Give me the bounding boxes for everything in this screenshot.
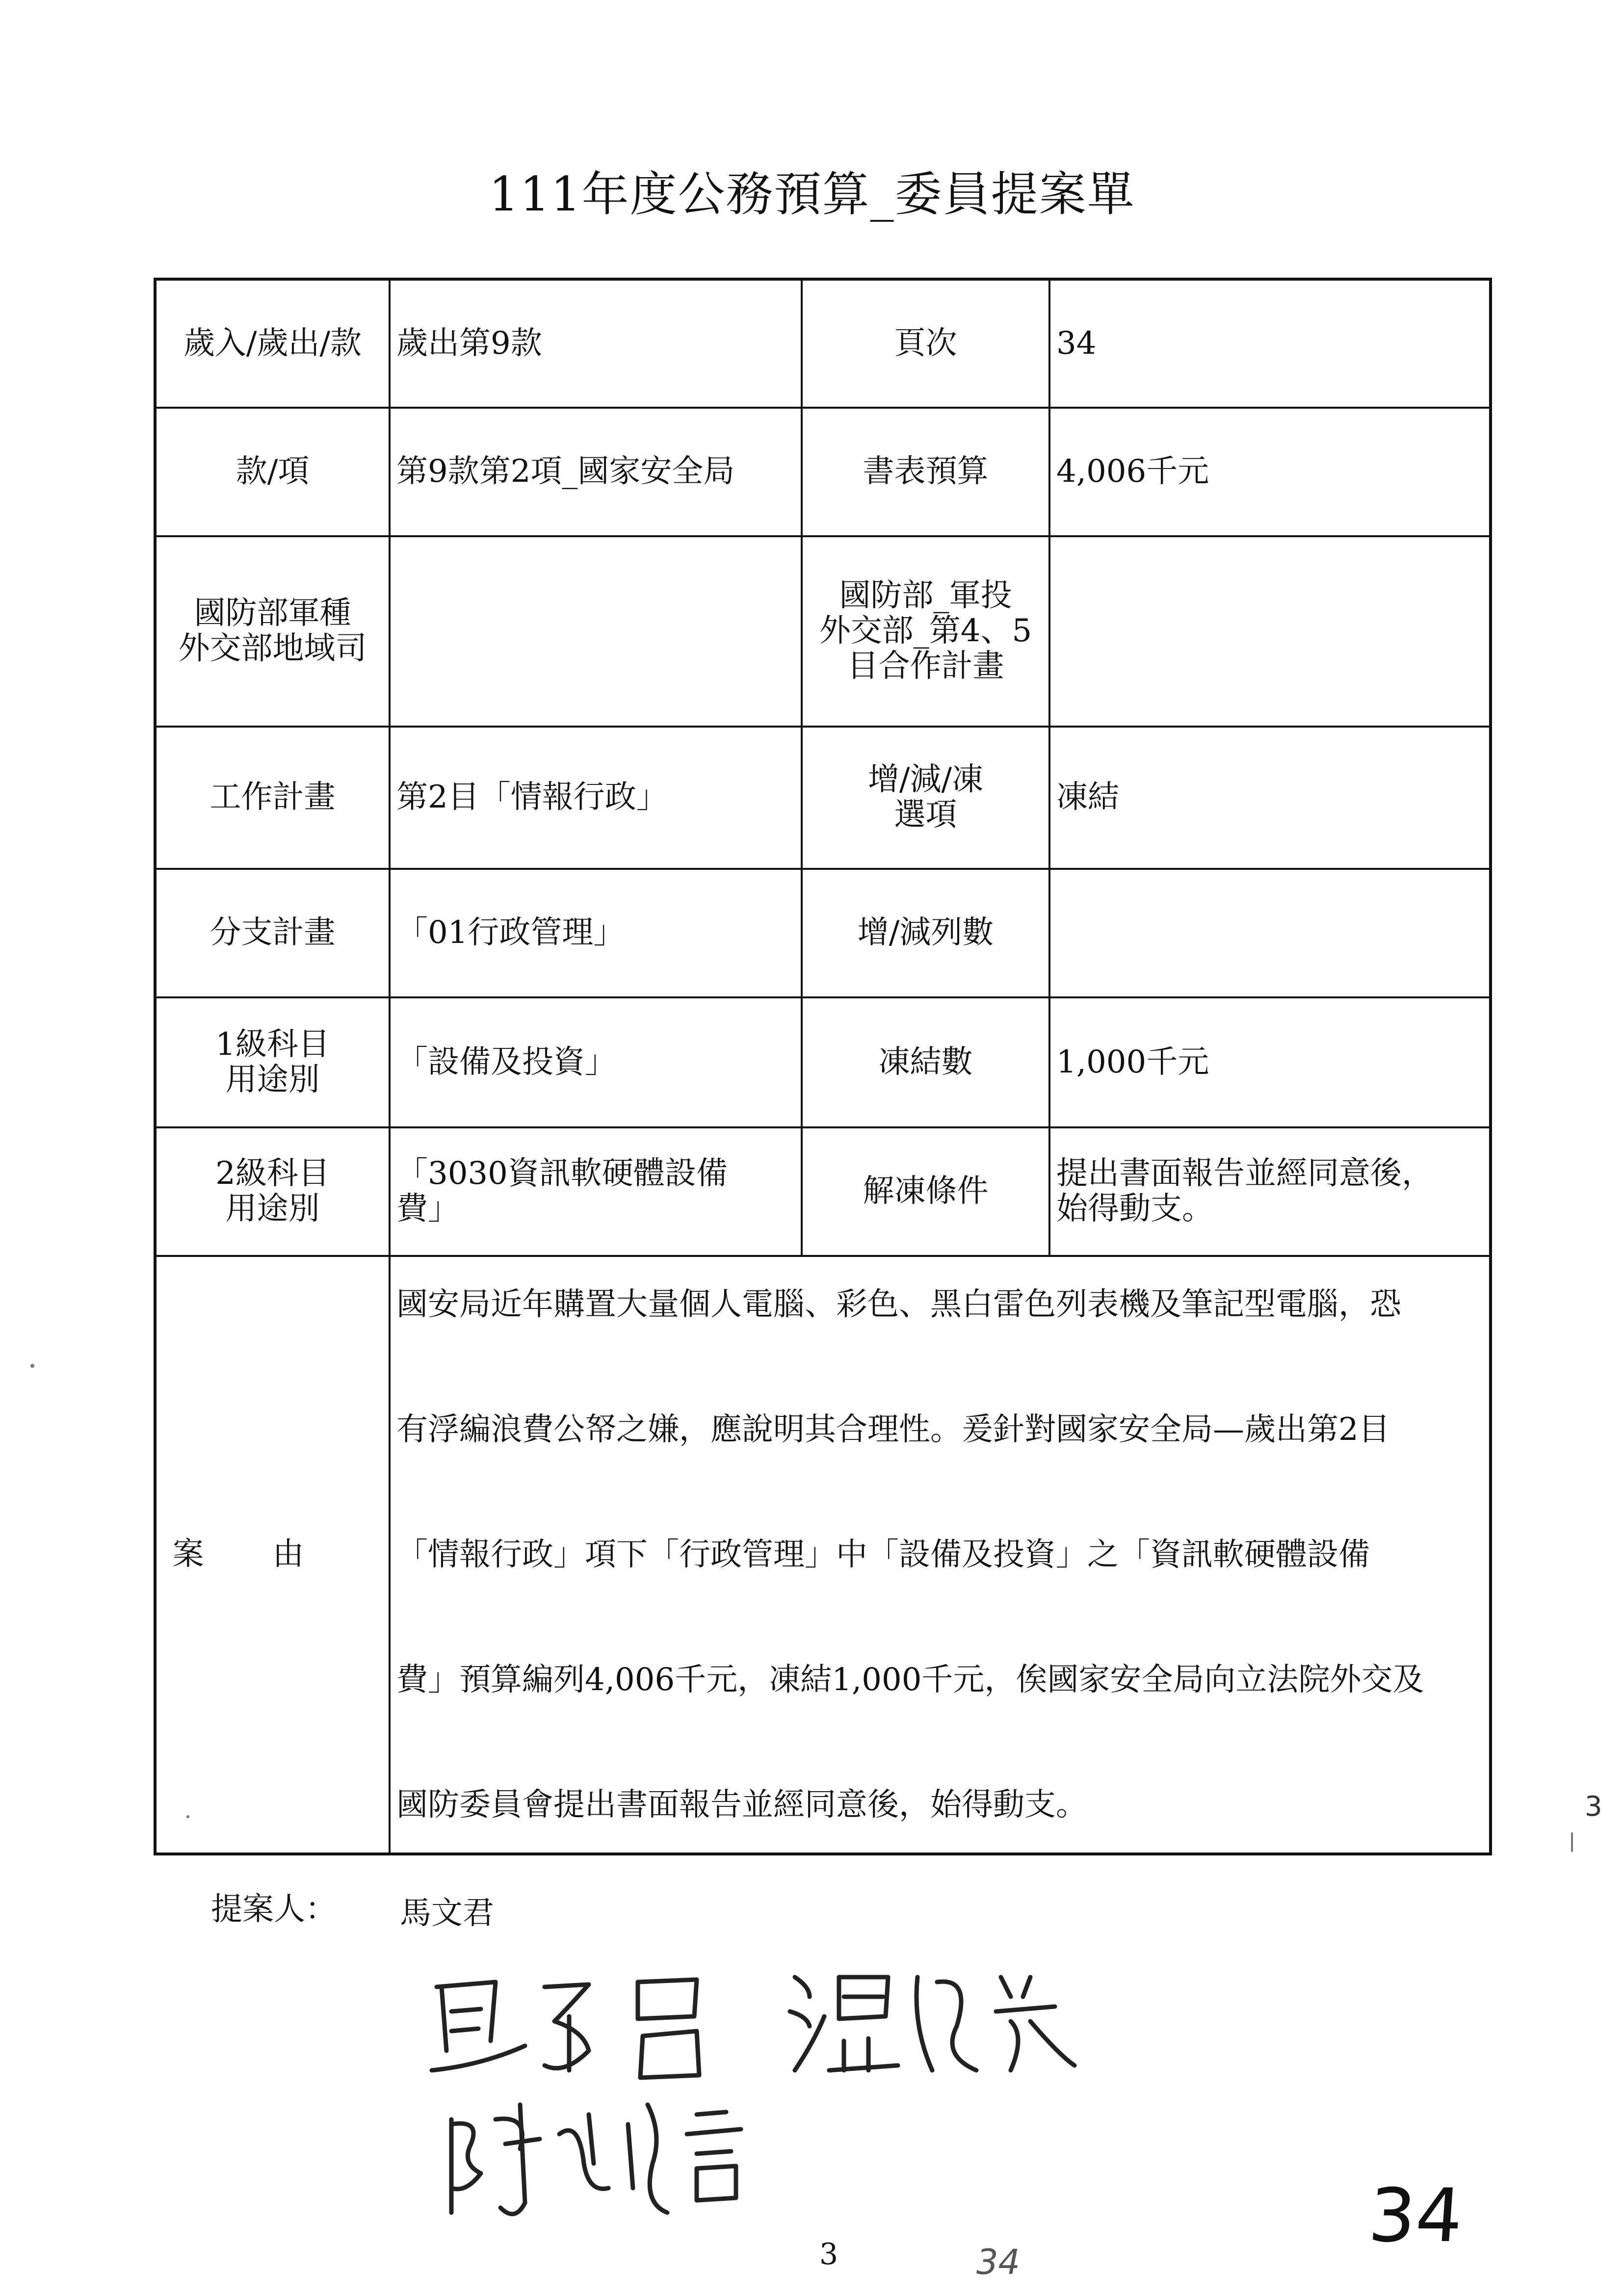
field-label: 分支計畫 [155,869,390,997]
value-line: 「3030資訊軟硬體設備 [396,1155,728,1192]
label-line: 目合作計畫 [847,648,1004,684]
margin-mark: 3 [1585,1791,1602,1823]
field-label: 凍結數 [802,997,1049,1127]
signature-2 [790,1977,1074,2070]
field-label [802,727,1049,869]
field-label: 書表預算 [802,408,1049,536]
table-row [155,1256,1491,1854]
proposer-name: 馬文君 [400,1895,494,1931]
scan-speck [186,1815,189,1818]
scan-speck [30,1364,34,1368]
scan-speck [1571,1832,1573,1852]
label-line: 國防部_軍投 [839,577,1012,614]
field-value [1049,869,1491,997]
field-label: 頁次 [802,279,1049,408]
field-value [390,1127,802,1256]
field-value: 34 [1049,279,1491,408]
field-label: 解凍條件 [802,1127,1049,1256]
field-label: 款/項 [155,408,390,536]
table-row [155,279,1491,408]
field-value: 「01行政管理」 [390,869,802,997]
handwritten-page-number: 34 [1365,2173,1466,2259]
table-row [155,408,1491,536]
proposer-label: 提案人： [211,1891,337,1928]
field-label [155,536,390,727]
field-value: 第2目「情報行政」 [390,727,802,869]
field-label [155,1127,390,1256]
reason-line: 費」預算編列4,006千元，凍結1,000千元，俟國家安全局向立法院外交及 [396,1662,1424,1698]
field-value: 4,006千元 [1049,408,1491,536]
reason-line: 有浮編浪費公帑之嫌，應說明其合理性。爰針對國家安全局—歲出第2目 [396,1411,1390,1448]
label-line: 增/減/凍 [867,761,984,798]
value-line: 費」 [396,1191,459,1227]
label-line: 選項 [894,797,957,833]
label-line: 用途別 [225,1191,320,1227]
field-value: 「設備及投資」 [390,997,802,1127]
field-value: 第9款第2項_國家安全局 [390,408,802,536]
field-label: 增/減列數 [802,869,1049,997]
field-label: 歲入/歲出/款 [155,279,390,408]
field-value [1049,536,1491,727]
proposal-table [154,278,1492,1855]
signature-3 [451,2105,741,2214]
handwritten-signatures [422,1957,1158,2232]
label-line: 用途別 [225,1061,320,1098]
table-row [155,536,1491,727]
label-line: 1級科目 [215,1026,330,1063]
table-row [155,727,1491,869]
page-number: 3 [819,2237,838,2271]
reason-text [390,1256,1491,1854]
reason-line: 「情報行政」項下「行政管理」中「設備及投資」之「資訊軟硬體設備 [396,1537,1370,1573]
table-row [155,1127,1491,1256]
field-label [802,536,1049,727]
label-line: 外交部地域司 [178,630,367,667]
field-label: 工作計畫 [155,727,390,869]
field-value [390,536,802,727]
field-value [1049,1127,1491,1256]
form-title: 111年度公務預算_委員提案單 [489,167,1135,222]
label-line: 2級科目 [215,1155,330,1192]
table-row [155,997,1491,1127]
reason-label: 案由 [155,1256,390,1854]
label-line: 國防部軍種 [194,595,351,632]
signature-1 [432,1980,699,2078]
table-row [155,869,1491,997]
field-value: 歲出第9款 [390,279,802,408]
field-value: 1,000千元 [1049,997,1491,1127]
value-line: 提出書面報告並經同意後， [1056,1155,1433,1192]
field-label [155,997,390,1127]
reason-line: 國防委員會提出書面報告並經同意後，始得動支。 [396,1787,1087,1823]
value-line: 始得動支。 [1056,1191,1213,1227]
handwritten-page-note: 34 [976,2242,1021,2282]
reason-line: 國安局近年購置大量個人電腦、彩色、黑白雷色列表機及筆記型電腦，恐 [396,1286,1401,1323]
field-value: 凍結 [1049,727,1491,869]
label-line: 外交部_第4、5 [819,613,1032,650]
